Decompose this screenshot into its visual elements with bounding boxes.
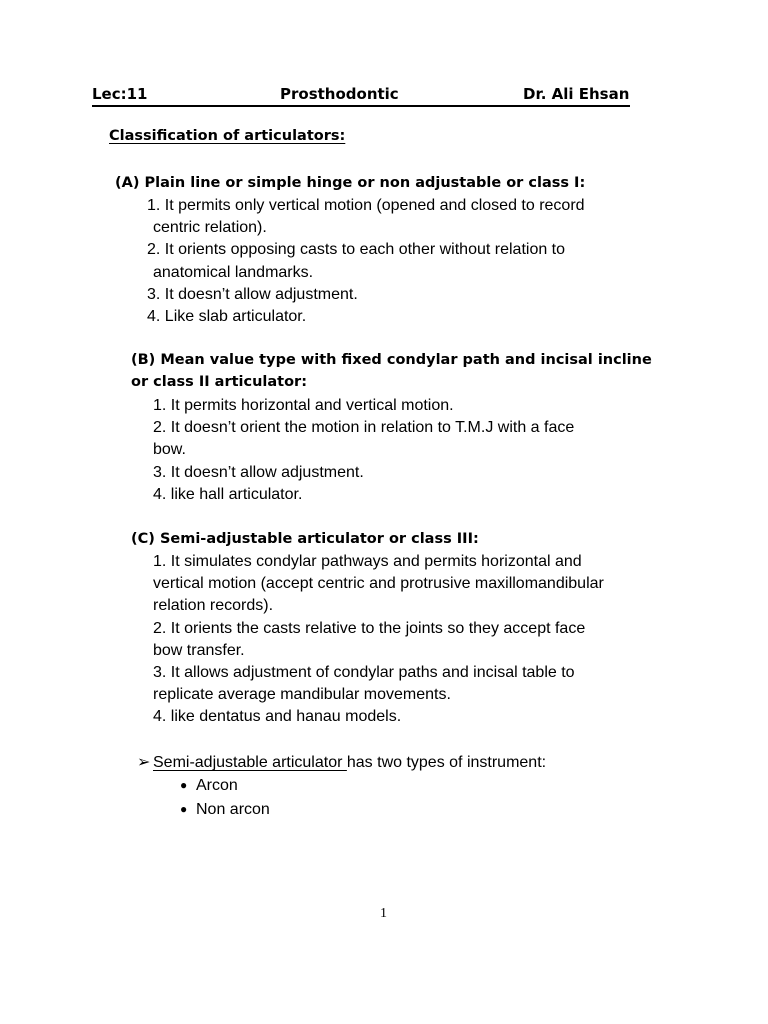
list-item: vertical motion (accept centric and protrusive maxillomandibular: [153, 575, 604, 593]
section-b-list: [153, 395, 673, 506]
list-item: 4. like hall articulator.: [153, 485, 303, 503]
subject-name: Prosthodontic: [280, 85, 399, 103]
list-item: 2. It doesn’t orient the motion in relation to T.M.J with a face: [153, 419, 575, 437]
list-item: 3. It doesn’t allow adjustment.: [147, 285, 358, 303]
list-item: 2. It orients the casts relative to the joints so they accept face: [153, 619, 586, 637]
list-item: anatomical landmarks.: [153, 263, 314, 281]
section-b-heading-line2: or class II articulator:: [131, 374, 308, 390]
arrow-bullet-icon: ➢: [137, 754, 151, 771]
doctor-name: Dr. Ali Ehsan: [523, 85, 630, 103]
list-item: [180, 774, 270, 798]
list-item: bow.: [153, 441, 186, 459]
bullet-icon: ●: [180, 778, 188, 792]
list-item: relation records).: [153, 597, 274, 615]
list-item: 1. It permits horizontal and vertical motion.: [153, 397, 454, 414]
list-item: 3. It allows adjustment of condylar paths and incisal table to: [153, 664, 575, 682]
page-number: 1: [380, 906, 387, 921]
section-a-list: [147, 195, 687, 328]
section-a-heading: (A) Plain line or simple hinge or non adjustable or class I:: [115, 175, 586, 191]
section-c-heading: (C) Semi-adjustable articulator or class III:: [131, 531, 479, 547]
list-item: 2. It orients opposing casts to each other without relation to: [147, 241, 566, 259]
instrument-type: Non arcon: [196, 800, 270, 818]
list-item: 1. It permits only vertical motion (opened and closed to record: [147, 197, 585, 214]
lecture-number: Lec:11: [92, 85, 148, 103]
list-item: 1. It simulates condylar pathways and permits horizontal and: [153, 553, 582, 570]
list-item: 3. It doesn’t allow adjustment.: [153, 463, 364, 481]
bullet-icon: ●: [180, 801, 188, 816]
document-title: Classification of articulators:: [109, 128, 346, 144]
instrument-types-list: [180, 774, 270, 821]
section-b-heading: [131, 349, 691, 393]
page-header: [92, 83, 630, 107]
list-item: 4. Like slab articulator.: [147, 308, 307, 326]
instrument-type: Arcon: [196, 777, 238, 794]
list-item: [180, 798, 270, 822]
section-b-heading-line1: (B) Mean value type with fixed condylar path and incisal incline: [131, 352, 652, 368]
list-item: centric relation).: [153, 219, 267, 237]
note-line: [137, 752, 546, 772]
list-item: bow transfer.: [153, 641, 245, 659]
note-text: has two types of instrument:: [346, 754, 547, 771]
section-c-list: [153, 551, 673, 729]
list-item: replicate average mandibular movements.: [153, 686, 451, 704]
note-underlined-term: Semi-adjustable articulator: [153, 754, 347, 771]
list-item: 4. like dentatus and hanau models.: [153, 708, 402, 726]
